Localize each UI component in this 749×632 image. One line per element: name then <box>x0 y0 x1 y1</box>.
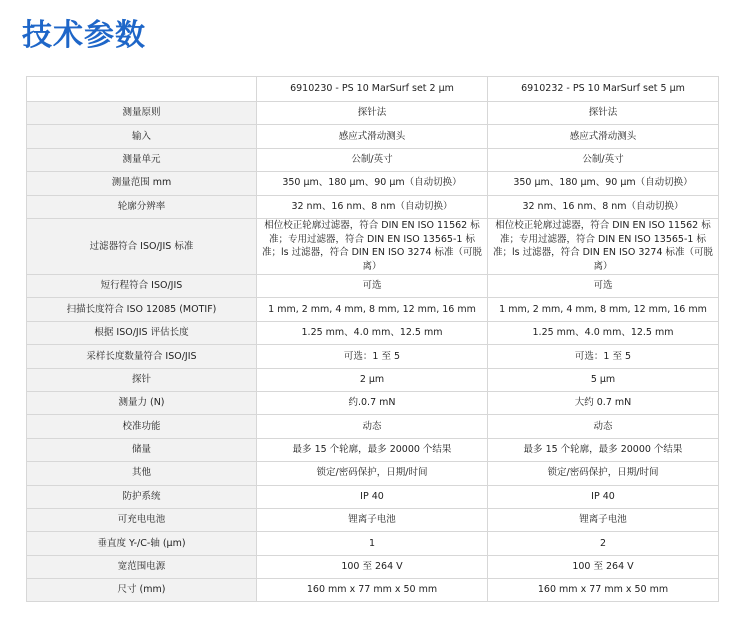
row-value-2um: 可选：1 至 5 <box>257 345 488 368</box>
table-row <box>27 298 719 321</box>
row-value-2um: 锂离子电池 <box>257 508 488 531</box>
row-value-2um: 可选 <box>257 275 488 298</box>
table-row <box>27 195 719 218</box>
row-value-2um: 1 mm, 2 mm, 4 mm, 8 mm, 12 mm, 16 mm <box>257 298 488 321</box>
row-value-5um: 最多 15 个轮廓，最多 20000 个结果 <box>488 438 719 461</box>
row-value-2um: 2 μm <box>257 368 488 391</box>
row-value-5um: 锂离子电池 <box>488 508 719 531</box>
table-row <box>27 555 719 578</box>
row-label: 防护系统 <box>27 485 257 508</box>
table-row <box>27 415 719 438</box>
table-row <box>27 532 719 555</box>
table-row <box>27 462 719 485</box>
row-label: 其他 <box>27 462 257 485</box>
row-value-2um: 100 至 264 V <box>257 555 488 578</box>
table-row <box>27 438 719 461</box>
table-header-row <box>27 77 719 102</box>
row-label: 尺寸 (mm) <box>27 579 257 602</box>
row-value-2um: 1.25 mm、4.0 mm、12.5 mm <box>257 321 488 344</box>
table-row <box>27 391 719 414</box>
row-label: 可充电电池 <box>27 508 257 531</box>
row-value-5um: 可选：1 至 5 <box>488 345 719 368</box>
row-value-5um: 大约 0.7 mN <box>488 391 719 414</box>
header-model-2um: 6910230 - PS 10 MarSurf set 2 μm <box>257 77 488 102</box>
row-label: 测量单元 <box>27 148 257 171</box>
row-value-2um: 相位校正轮廓过滤器，符合 DIN EN ISO 11562 标准；专用过滤器，符合 DIN EN ISO 13565-1 标准；ls 过滤器，符合 DIN EN ISO 3274 标准（可脱离） <box>257 218 488 274</box>
row-label: 测量力 (N) <box>27 391 257 414</box>
table-row <box>27 275 719 298</box>
row-value-5um: 5 μm <box>488 368 719 391</box>
row-label: 宽范围电源 <box>27 555 257 578</box>
row-value-5um: 感应式滑动测头 <box>488 125 719 148</box>
header-blank-cell <box>27 77 257 102</box>
row-label: 输入 <box>27 125 257 148</box>
row-label: 测量范围 mm <box>27 172 257 195</box>
table-row <box>27 125 719 148</box>
table-row <box>27 579 719 602</box>
row-value-2um: 公制/英寸 <box>257 148 488 171</box>
row-value-5um: 探针法 <box>488 102 719 125</box>
table-row <box>27 148 719 171</box>
row-value-2um: 约.0.7 mN <box>257 391 488 414</box>
row-label: 短行程符合 ISO/JIS <box>27 275 257 298</box>
row-label: 储量 <box>27 438 257 461</box>
table-row <box>27 102 719 125</box>
row-value-2um: 160 mm x 77 mm x 50 mm <box>257 579 488 602</box>
header-model-5um: 6910232 - PS 10 MarSurf set 5 μm <box>488 77 719 102</box>
row-value-2um: 32 nm、16 nm、8 nm（自动切换） <box>257 195 488 218</box>
row-label: 轮廓分辨率 <box>27 195 257 218</box>
row-label: 探针 <box>27 368 257 391</box>
row-value-5um: 可选 <box>488 275 719 298</box>
row-value-2um: IP 40 <box>257 485 488 508</box>
row-value-5um: 160 mm x 77 mm x 50 mm <box>488 579 719 602</box>
row-label: 校准功能 <box>27 415 257 438</box>
page-title: 技术参数 <box>22 18 146 53</box>
row-label: 过滤器符合 ISO/JIS 标准 <box>27 218 257 274</box>
row-value-5um: 相位校正轮廓过滤器，符合 DIN EN ISO 11562 标准；专用过滤器，符合 DIN EN ISO 13565-1 标准；ls 过滤器，符合 DIN EN ISO 3274 标准（可脱离） <box>488 218 719 274</box>
row-value-2um: 1 <box>257 532 488 555</box>
row-label: 测量原则 <box>27 102 257 125</box>
row-value-2um: 350 μm、180 μm、90 μm（自动切换） <box>257 172 488 195</box>
spec-table <box>26 76 719 602</box>
row-value-5um: 锁定/密码保护，日期/时间 <box>488 462 719 485</box>
row-label: 采样长度数量符合 ISO/JIS <box>27 345 257 368</box>
row-value-5um: 100 至 264 V <box>488 555 719 578</box>
table-row <box>27 368 719 391</box>
row-label: 扫描长度符合 ISO 12085 (MOTIF) <box>27 298 257 321</box>
row-value-5um: 动态 <box>488 415 719 438</box>
row-value-2um: 最多 15 个轮廓，最多 20000 个结果 <box>257 438 488 461</box>
row-label: 根据 ISO/JIS 评估长度 <box>27 321 257 344</box>
row-value-5um: 350 μm、180 μm、90 μm（自动切换） <box>488 172 719 195</box>
table-row <box>27 485 719 508</box>
row-value-5um: IP 40 <box>488 485 719 508</box>
table-row <box>27 508 719 531</box>
row-value-2um: 探针法 <box>257 102 488 125</box>
row-value-5um: 公制/英寸 <box>488 148 719 171</box>
table-row <box>27 172 719 195</box>
row-value-2um: 动态 <box>257 415 488 438</box>
row-label: 垂直度 Y-/C-轴 (μm) <box>27 532 257 555</box>
table-row <box>27 345 719 368</box>
table-row <box>27 321 719 344</box>
table-row <box>27 218 719 274</box>
row-value-2um: 锁定/密码保护，日期/时间 <box>257 462 488 485</box>
row-value-5um: 1.25 mm、4.0 mm、12.5 mm <box>488 321 719 344</box>
row-value-5um: 1 mm, 2 mm, 4 mm, 8 mm, 12 mm, 16 mm <box>488 298 719 321</box>
row-value-2um: 感应式滑动测头 <box>257 125 488 148</box>
row-value-5um: 32 nm、16 nm、8 nm（自动切换） <box>488 195 719 218</box>
row-value-5um: 2 <box>488 532 719 555</box>
